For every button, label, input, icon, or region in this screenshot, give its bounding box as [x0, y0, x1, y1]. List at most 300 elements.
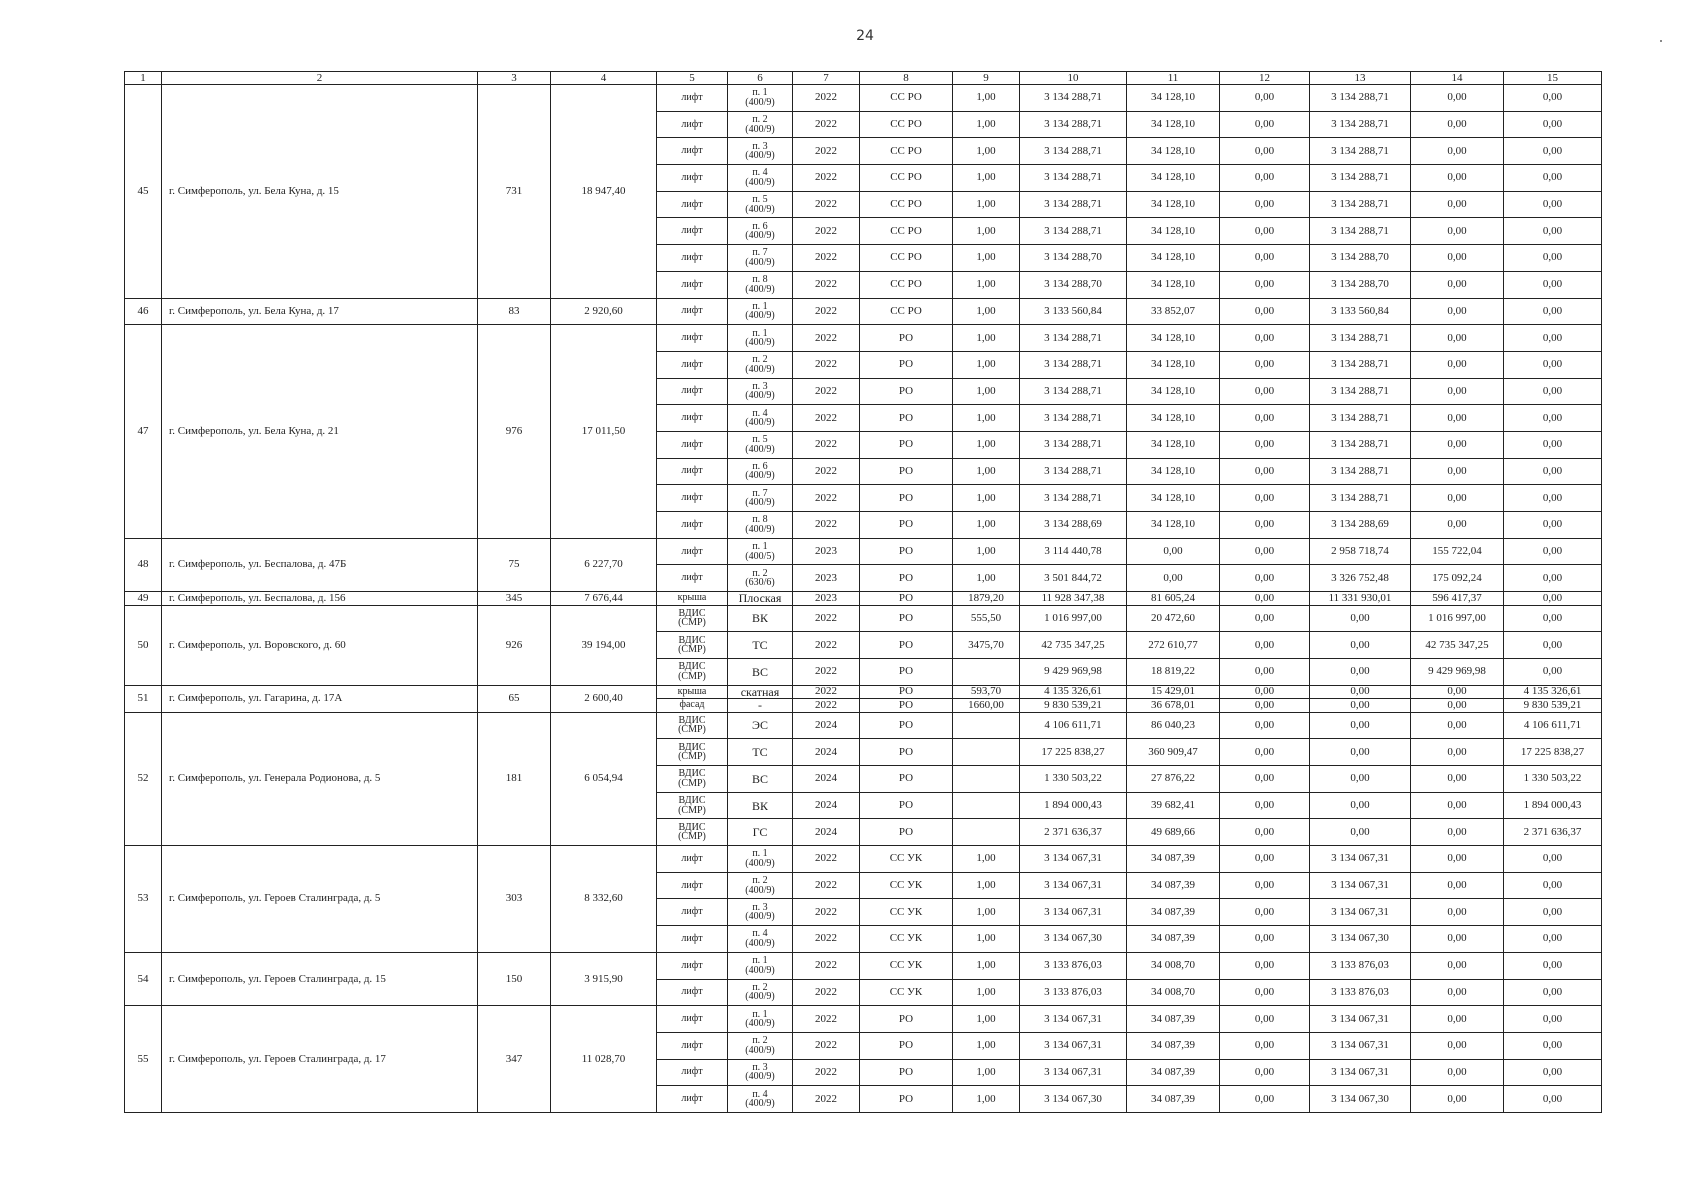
method-cell: СС РО — [860, 85, 953, 112]
fund-12-cell: 0,00 — [1220, 405, 1310, 432]
year-cell: 2023 — [793, 592, 860, 606]
method-cell: РО — [860, 351, 953, 378]
work-detail-cell: п. 2 (400/9) — [728, 351, 793, 378]
total-cost-cell: 1 330 503,22 — [1020, 766, 1127, 793]
volume-cell: 1,00 — [953, 85, 1020, 112]
fund-14-cell: 175 092,24 — [1411, 565, 1504, 592]
fund-12-cell: 0,00 — [1220, 872, 1310, 899]
unit-cost-cell: 34 128,10 — [1127, 111, 1220, 138]
fund-14-cell: 0,00 — [1411, 138, 1504, 165]
volume-cell: 3475,70 — [953, 632, 1020, 659]
method-cell: РО — [860, 792, 953, 819]
fund-13-cell: 3 134 067,31 — [1310, 899, 1411, 926]
unit-cost-cell: 34 087,39 — [1127, 1032, 1220, 1059]
total-cost-cell: 3 134 288,71 — [1020, 165, 1127, 192]
volume-cell: 1,00 — [953, 872, 1020, 899]
fund-14-cell: 0,00 — [1411, 1059, 1504, 1086]
total-cost-cell: 1 016 997,00 — [1020, 605, 1127, 632]
fund-15-cell: 0,00 — [1504, 899, 1602, 926]
fund-15-cell: 0,00 — [1504, 926, 1602, 953]
work-type-cell: лифт — [657, 1006, 728, 1033]
unit-cost-cell: 34 128,10 — [1127, 512, 1220, 539]
fund-13-cell: 3 134 288,71 — [1310, 351, 1411, 378]
total-cost-cell: 3 134 288,71 — [1020, 431, 1127, 458]
work-type-cell: ВДИС (СМР) — [657, 632, 728, 659]
address-cell: г. Симферополь, ул. Гагарина, д. 17А — [162, 685, 478, 712]
work-type-cell: лифт — [657, 538, 728, 565]
fund-12-cell: 0,00 — [1220, 658, 1310, 685]
table-row — [125, 592, 1602, 606]
volume-cell: 1,00 — [953, 565, 1020, 592]
work-type-cell: лифт — [657, 565, 728, 592]
col-header: 1 — [125, 72, 162, 85]
fund-15-cell: 4 135 326,61 — [1504, 685, 1602, 699]
fund-15-cell: 0,00 — [1504, 512, 1602, 539]
method-cell: РО — [860, 605, 953, 632]
year-cell: 2022 — [793, 926, 860, 953]
method-cell: РО — [860, 685, 953, 699]
fund-14-cell: 9 429 969,98 — [1411, 658, 1504, 685]
work-type-cell: лифт — [657, 979, 728, 1006]
total-cost-cell: 3 134 067,31 — [1020, 846, 1127, 873]
fund-12-cell: 0,00 — [1220, 245, 1310, 272]
fund-13-cell: 3 134 288,71 — [1310, 191, 1411, 218]
volume-cell — [953, 792, 1020, 819]
total-cost-cell: 2 371 636,37 — [1020, 819, 1127, 846]
volume-cell: 1,00 — [953, 1086, 1020, 1113]
fund-13-cell: 3 134 288,71 — [1310, 85, 1411, 112]
address-cell: г. Симферополь, ул. Героев Сталинграда, д. 17 — [162, 1006, 478, 1113]
row-number-cell: 53 — [125, 846, 162, 953]
method-cell: СС УК — [860, 899, 953, 926]
volume-cell: 1,00 — [953, 165, 1020, 192]
volume-cell: 1,00 — [953, 298, 1020, 325]
row-number-cell: 48 — [125, 538, 162, 591]
method-cell: РО — [860, 458, 953, 485]
unit-cost-cell: 34 128,10 — [1127, 405, 1220, 432]
method-cell: РО — [860, 1086, 953, 1113]
work-detail-cell: п. 1 (400/9) — [728, 325, 793, 352]
table-row — [125, 298, 1602, 325]
fund-13-cell: 3 134 288,71 — [1310, 405, 1411, 432]
fund-13-cell: 3 134 067,31 — [1310, 1059, 1411, 1086]
fund-13-cell: 3 134 288,71 — [1310, 485, 1411, 512]
total-cost-cell: 4 106 611,71 — [1020, 712, 1127, 739]
total-cost-cell: 3 134 067,31 — [1020, 1059, 1127, 1086]
total-cost-cell: 3 134 288,70 — [1020, 271, 1127, 298]
apartments-cell: 65 — [478, 685, 551, 712]
work-type-cell: лифт — [657, 85, 728, 112]
work-detail-cell: п. 1 (400/5) — [728, 538, 793, 565]
unit-cost-cell: 34 087,39 — [1127, 846, 1220, 873]
col-header: 7 — [793, 72, 860, 85]
unit-cost-cell: 34 128,10 — [1127, 431, 1220, 458]
method-cell: РО — [860, 405, 953, 432]
work-type-cell: лифт — [657, 218, 728, 245]
fund-14-cell: 0,00 — [1411, 1086, 1504, 1113]
fund-14-cell: 0,00 — [1411, 271, 1504, 298]
fund-15-cell: 0,00 — [1504, 245, 1602, 272]
fund-13-cell: 0,00 — [1310, 766, 1411, 793]
fund-14-cell: 0,00 — [1411, 712, 1504, 739]
method-cell: СС РО — [860, 111, 953, 138]
volume-cell: 1,00 — [953, 191, 1020, 218]
unit-cost-cell: 36 678,01 — [1127, 699, 1220, 713]
work-type-cell: лифт — [657, 899, 728, 926]
volume-cell: 1,00 — [953, 111, 1020, 138]
table-row — [125, 325, 1602, 352]
fund-12-cell: 0,00 — [1220, 378, 1310, 405]
area-cell: 7 676,44 — [551, 592, 657, 606]
method-cell: РО — [860, 538, 953, 565]
fund-14-cell: 1 016 997,00 — [1411, 605, 1504, 632]
volume-cell: 1,00 — [953, 979, 1020, 1006]
volume-cell — [953, 766, 1020, 793]
col-header: 8 — [860, 72, 953, 85]
row-number-cell: 45 — [125, 85, 162, 299]
work-detail-cell: ВК — [728, 605, 793, 632]
fund-15-cell: 0,00 — [1504, 165, 1602, 192]
work-type-cell: лифт — [657, 926, 728, 953]
year-cell: 2022 — [793, 1059, 860, 1086]
unit-cost-cell: 34 128,10 — [1127, 458, 1220, 485]
fund-12-cell: 0,00 — [1220, 351, 1310, 378]
work-detail-cell: п. 4 (400/9) — [728, 1086, 793, 1113]
fund-15-cell: 0,00 — [1504, 351, 1602, 378]
area-cell: 39 194,00 — [551, 605, 657, 685]
total-cost-cell: 3 133 876,03 — [1020, 979, 1127, 1006]
work-detail-cell: п. 7 (400/9) — [728, 485, 793, 512]
total-cost-cell: 3 134 067,31 — [1020, 1006, 1127, 1033]
area-cell: 18 947,40 — [551, 85, 657, 299]
fund-14-cell: 0,00 — [1411, 191, 1504, 218]
fund-13-cell: 3 134 067,31 — [1310, 872, 1411, 899]
fund-14-cell: 0,00 — [1411, 699, 1504, 713]
work-detail-cell: п. 4 (400/9) — [728, 165, 793, 192]
total-cost-cell: 3 134 288,71 — [1020, 85, 1127, 112]
fund-12-cell: 0,00 — [1220, 739, 1310, 766]
area-cell: 8 332,60 — [551, 846, 657, 953]
method-cell: СС РО — [860, 138, 953, 165]
col-header: 13 — [1310, 72, 1411, 85]
work-type-cell: лифт — [657, 431, 728, 458]
unit-cost-cell: 20 472,60 — [1127, 605, 1220, 632]
fund-14-cell: 0,00 — [1411, 218, 1504, 245]
unit-cost-cell: 34 128,10 — [1127, 245, 1220, 272]
fund-12-cell: 0,00 — [1220, 485, 1310, 512]
fund-14-cell: 0,00 — [1411, 165, 1504, 192]
year-cell: 2022 — [793, 271, 860, 298]
fund-15-cell: 4 106 611,71 — [1504, 712, 1602, 739]
fund-12-cell: 0,00 — [1220, 926, 1310, 953]
fund-15-cell: 0,00 — [1504, 485, 1602, 512]
row-number-cell: 49 — [125, 592, 162, 606]
unit-cost-cell: 360 909,47 — [1127, 739, 1220, 766]
year-cell: 2022 — [793, 846, 860, 873]
work-detail-cell: п. 8 (400/9) — [728, 271, 793, 298]
fund-14-cell: 0,00 — [1411, 979, 1504, 1006]
method-cell: РО — [860, 592, 953, 606]
fund-15-cell: 0,00 — [1504, 1059, 1602, 1086]
fund-12-cell: 0,00 — [1220, 685, 1310, 699]
fund-14-cell: 596 417,37 — [1411, 592, 1504, 606]
fund-15-cell: 0,00 — [1504, 846, 1602, 873]
apartments-cell: 75 — [478, 538, 551, 591]
address-cell: г. Симферополь, ул. Генерала Родионова, д. 5 — [162, 712, 478, 845]
fund-13-cell: 0,00 — [1310, 658, 1411, 685]
year-cell: 2022 — [793, 351, 860, 378]
volume-cell: 1,00 — [953, 1006, 1020, 1033]
work-detail-cell: п. 1 (400/9) — [728, 1006, 793, 1033]
fund-15-cell: 0,00 — [1504, 458, 1602, 485]
fund-12-cell: 0,00 — [1220, 271, 1310, 298]
fund-15-cell: 0,00 — [1504, 325, 1602, 352]
work-detail-cell: ТС — [728, 632, 793, 659]
year-cell: 2022 — [793, 325, 860, 352]
work-type-cell: лифт — [657, 325, 728, 352]
unit-cost-cell: 34 008,70 — [1127, 979, 1220, 1006]
volume-cell: 1,00 — [953, 458, 1020, 485]
volume-cell — [953, 712, 1020, 739]
method-cell: СС РО — [860, 245, 953, 272]
page-number: 24 — [856, 28, 874, 44]
volume-cell: 1,00 — [953, 899, 1020, 926]
table-row — [125, 605, 1602, 632]
unit-cost-cell: 34 128,10 — [1127, 271, 1220, 298]
fund-12-cell: 0,00 — [1220, 431, 1310, 458]
unit-cost-cell: 34 128,10 — [1127, 325, 1220, 352]
work-type-cell: ВДИС (СМР) — [657, 739, 728, 766]
fund-14-cell: 0,00 — [1411, 1006, 1504, 1033]
year-cell: 2022 — [793, 405, 860, 432]
year-cell: 2022 — [793, 685, 860, 699]
apartments-cell: 926 — [478, 605, 551, 685]
col-header: 9 — [953, 72, 1020, 85]
col-header: 11 — [1127, 72, 1220, 85]
total-cost-cell: 3 134 288,70 — [1020, 245, 1127, 272]
table-row — [125, 712, 1602, 739]
fund-12-cell: 0,00 — [1220, 298, 1310, 325]
work-detail-cell: ЭС — [728, 712, 793, 739]
fund-12-cell: 0,00 — [1220, 191, 1310, 218]
address-cell: г. Симферополь, ул. Беспалова, д. 47Б — [162, 538, 478, 591]
fund-15-cell: 2 371 636,37 — [1504, 819, 1602, 846]
fund-12-cell: 0,00 — [1220, 632, 1310, 659]
row-number-cell: 54 — [125, 952, 162, 1005]
method-cell: РО — [860, 512, 953, 539]
fund-14-cell: 0,00 — [1411, 325, 1504, 352]
apartments-cell: 303 — [478, 846, 551, 953]
fund-14-cell: 0,00 — [1411, 405, 1504, 432]
total-cost-cell: 3 133 560,84 — [1020, 298, 1127, 325]
method-cell: СС РО — [860, 218, 953, 245]
method-cell: СС УК — [860, 952, 953, 979]
fund-15-cell: 0,00 — [1504, 1086, 1602, 1113]
apartments-cell: 83 — [478, 298, 551, 325]
fund-14-cell: 0,00 — [1411, 685, 1504, 699]
fund-13-cell: 3 134 288,71 — [1310, 218, 1411, 245]
work-type-cell: ВДИС (СМР) — [657, 712, 728, 739]
total-cost-cell: 3 134 067,31 — [1020, 1032, 1127, 1059]
unit-cost-cell: 34 087,39 — [1127, 899, 1220, 926]
unit-cost-cell: 34 087,39 — [1127, 872, 1220, 899]
work-detail-cell: - — [728, 699, 793, 713]
volume-cell: 1879,20 — [953, 592, 1020, 606]
total-cost-cell: 3 134 067,30 — [1020, 926, 1127, 953]
method-cell: РО — [860, 565, 953, 592]
unit-cost-cell: 34 087,39 — [1127, 1086, 1220, 1113]
work-detail-cell: ВК — [728, 792, 793, 819]
work-detail-cell: п. 5 (400/9) — [728, 431, 793, 458]
volume-cell: 1,00 — [953, 218, 1020, 245]
apartments-cell: 347 — [478, 1006, 551, 1113]
work-type-cell: лифт — [657, 458, 728, 485]
work-detail-cell: п. 5 (400/9) — [728, 191, 793, 218]
area-cell: 6 227,70 — [551, 538, 657, 591]
year-cell: 2022 — [793, 899, 860, 926]
fund-12-cell: 0,00 — [1220, 819, 1310, 846]
col-header: 4 — [551, 72, 657, 85]
unit-cost-cell: 86 040,23 — [1127, 712, 1220, 739]
col-header: 14 — [1411, 72, 1504, 85]
col-header: 12 — [1220, 72, 1310, 85]
year-cell: 2022 — [793, 138, 860, 165]
fund-14-cell: 0,00 — [1411, 792, 1504, 819]
work-type-cell: лифт — [657, 846, 728, 873]
apartments-cell: 345 — [478, 592, 551, 606]
work-type-cell: лифт — [657, 378, 728, 405]
method-cell: СС РО — [860, 271, 953, 298]
fund-14-cell: 0,00 — [1411, 512, 1504, 539]
table-row — [125, 85, 1602, 112]
table-row — [125, 685, 1602, 699]
fund-15-cell: 0,00 — [1504, 979, 1602, 1006]
method-cell: РО — [860, 658, 953, 685]
method-cell: РО — [860, 712, 953, 739]
fund-15-cell: 0,00 — [1504, 1006, 1602, 1033]
total-cost-cell: 3 134 288,71 — [1020, 351, 1127, 378]
unit-cost-cell: 34 087,39 — [1127, 1059, 1220, 1086]
work-type-cell: лифт — [657, 245, 728, 272]
fund-14-cell: 0,00 — [1411, 766, 1504, 793]
fund-13-cell: 3 133 876,03 — [1310, 952, 1411, 979]
row-number-cell: 51 — [125, 685, 162, 712]
year-cell: 2022 — [793, 458, 860, 485]
col-header: 6 — [728, 72, 793, 85]
total-cost-cell: 3 134 067,31 — [1020, 899, 1127, 926]
fund-14-cell: 0,00 — [1411, 298, 1504, 325]
unit-cost-cell: 34 128,10 — [1127, 351, 1220, 378]
fund-13-cell: 0,00 — [1310, 632, 1411, 659]
fund-15-cell: 17 225 838,27 — [1504, 739, 1602, 766]
fund-15-cell: 0,00 — [1504, 592, 1602, 606]
year-cell: 2022 — [793, 378, 860, 405]
fund-13-cell: 0,00 — [1310, 792, 1411, 819]
work-type-cell: лифт — [657, 271, 728, 298]
total-cost-cell: 3 134 288,71 — [1020, 111, 1127, 138]
unit-cost-cell: 81 605,24 — [1127, 592, 1220, 606]
work-detail-cell: п. 3 (400/9) — [728, 1059, 793, 1086]
method-cell: РО — [860, 766, 953, 793]
fund-13-cell: 3 134 067,31 — [1310, 1006, 1411, 1033]
year-cell: 2022 — [793, 191, 860, 218]
fund-13-cell: 3 134 288,70 — [1310, 245, 1411, 272]
fund-15-cell: 1 330 503,22 — [1504, 766, 1602, 793]
method-cell: РО — [860, 699, 953, 713]
fund-12-cell: 0,00 — [1220, 846, 1310, 873]
work-detail-cell: п. 3 (400/9) — [728, 378, 793, 405]
work-detail-cell: ГС — [728, 819, 793, 846]
work-type-cell: лифт — [657, 298, 728, 325]
area-cell: 6 054,94 — [551, 712, 657, 845]
fund-12-cell: 0,00 — [1220, 1006, 1310, 1033]
fund-12-cell: 0,00 — [1220, 512, 1310, 539]
unit-cost-cell: 34 128,10 — [1127, 138, 1220, 165]
volume-cell — [953, 739, 1020, 766]
fund-13-cell: 3 134 288,71 — [1310, 458, 1411, 485]
unit-cost-cell: 15 429,01 — [1127, 685, 1220, 699]
year-cell: 2022 — [793, 952, 860, 979]
fund-14-cell: 0,00 — [1411, 378, 1504, 405]
work-detail-cell: п. 2 (400/9) — [728, 979, 793, 1006]
fund-13-cell: 0,00 — [1310, 699, 1411, 713]
work-detail-cell: ВС — [728, 766, 793, 793]
col-header: 15 — [1504, 72, 1602, 85]
work-detail-cell: п. 1 (400/9) — [728, 952, 793, 979]
work-detail-cell: п. 4 (400/9) — [728, 926, 793, 953]
year-cell: 2022 — [793, 85, 860, 112]
year-cell: 2022 — [793, 1032, 860, 1059]
row-number-cell: 46 — [125, 298, 162, 325]
fund-13-cell: 2 958 718,74 — [1310, 538, 1411, 565]
fund-15-cell: 0,00 — [1504, 872, 1602, 899]
fund-14-cell: 0,00 — [1411, 111, 1504, 138]
fund-12-cell: 0,00 — [1220, 899, 1310, 926]
table-row — [125, 952, 1602, 979]
fund-12-cell: 0,00 — [1220, 458, 1310, 485]
year-cell: 2024 — [793, 766, 860, 793]
work-type-cell: лифт — [657, 872, 728, 899]
total-cost-cell: 3 134 067,30 — [1020, 1086, 1127, 1113]
year-cell: 2024 — [793, 712, 860, 739]
unit-cost-cell: 39 682,41 — [1127, 792, 1220, 819]
address-cell: г. Симферополь, ул. Героев Сталинграда, д. 15 — [162, 952, 478, 1005]
method-cell: РО — [860, 1059, 953, 1086]
work-type-cell: лифт — [657, 485, 728, 512]
area-cell: 11 028,70 — [551, 1006, 657, 1113]
work-type-cell: лифт — [657, 1086, 728, 1113]
work-type-cell: ВДИС (СМР) — [657, 766, 728, 793]
fund-14-cell: 0,00 — [1411, 872, 1504, 899]
year-cell: 2022 — [793, 632, 860, 659]
fund-12-cell: 0,00 — [1220, 605, 1310, 632]
fund-13-cell: 0,00 — [1310, 819, 1411, 846]
fund-12-cell: 0,00 — [1220, 138, 1310, 165]
fund-12-cell: 0,00 — [1220, 1086, 1310, 1113]
unit-cost-cell: 33 852,07 — [1127, 298, 1220, 325]
volume-cell: 1,00 — [953, 378, 1020, 405]
work-detail-cell: п. 2 (400/9) — [728, 872, 793, 899]
total-cost-cell: 3 134 288,71 — [1020, 218, 1127, 245]
work-type-cell: ВДИС (СМР) — [657, 792, 728, 819]
volume-cell: 1,00 — [953, 271, 1020, 298]
fund-13-cell: 3 134 288,71 — [1310, 378, 1411, 405]
method-cell: СС РО — [860, 165, 953, 192]
work-detail-cell: п. 2 (400/9) — [728, 111, 793, 138]
unit-cost-cell: 272 610,77 — [1127, 632, 1220, 659]
total-cost-cell: 3 134 067,31 — [1020, 872, 1127, 899]
volume-cell — [953, 819, 1020, 846]
